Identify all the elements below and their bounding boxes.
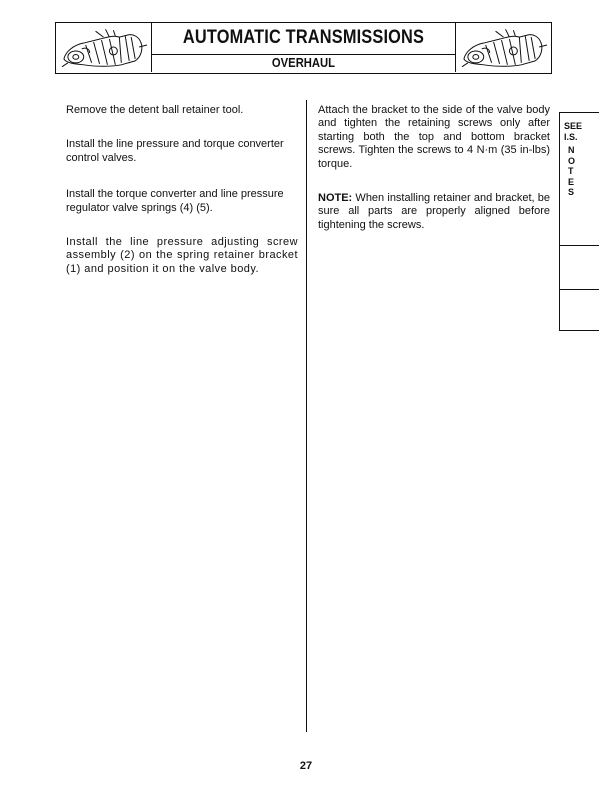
page-subtitle: OVERHAUL bbox=[271, 56, 336, 70]
left-column bbox=[66, 104, 298, 276]
note-paragraph bbox=[318, 192, 550, 232]
notes-letter: N bbox=[568, 145, 575, 155]
page-number: 27 bbox=[299, 760, 313, 772]
note-label: NOTE: bbox=[318, 192, 353, 205]
page-title: AUTOMATIC TRANSMISSIONS bbox=[182, 27, 425, 48]
column-divider bbox=[306, 100, 307, 732]
right-column bbox=[318, 104, 550, 232]
notes-letter: E bbox=[568, 176, 575, 187]
instruction-step: Install the line pressure and torque converter control valves. bbox=[66, 138, 284, 164]
side-tab-rule bbox=[560, 245, 599, 246]
notes-letter: O bbox=[568, 155, 576, 166]
transmission-icon bbox=[56, 23, 151, 72]
side-tab-rule bbox=[560, 289, 599, 290]
side-tab-notes bbox=[564, 145, 596, 198]
header-rule bbox=[152, 54, 455, 55]
notes-letter: S bbox=[568, 187, 575, 197]
header-title-block bbox=[152, 23, 455, 72]
transmission-icon bbox=[456, 23, 551, 72]
instruction-step: Install the line pressure adjusting screw assembly (2) on the spring retainer bracket (1) and position it on the valve body. bbox=[66, 236, 298, 275]
page-header bbox=[55, 22, 552, 74]
note-text: When installing retainer and bracket, be sure all parts are properly aligned before tightening the screws. bbox=[318, 192, 550, 231]
side-tab-see: SEE bbox=[564, 121, 583, 131]
instruction-step: Attach the bracket to the side of the valve body and tighten the retaining screws only after starting both the top and bottom bracket screws. Tighten the screws to 4 N·m (35 in-lbs) torque. bbox=[318, 104, 550, 170]
side-tab-is: I.S. bbox=[564, 131, 578, 142]
transmission-illustration-left bbox=[56, 23, 152, 72]
transmission-illustration-right bbox=[455, 23, 551, 72]
side-notes-tab bbox=[559, 112, 599, 331]
side-tab-text bbox=[564, 121, 596, 198]
instruction-step: Install the torque converter and line pressure regulator valve springs (4) (5). bbox=[66, 188, 284, 214]
instruction-step: Remove the detent ball retainer tool. bbox=[66, 104, 244, 116]
notes-letter: T bbox=[568, 166, 574, 176]
